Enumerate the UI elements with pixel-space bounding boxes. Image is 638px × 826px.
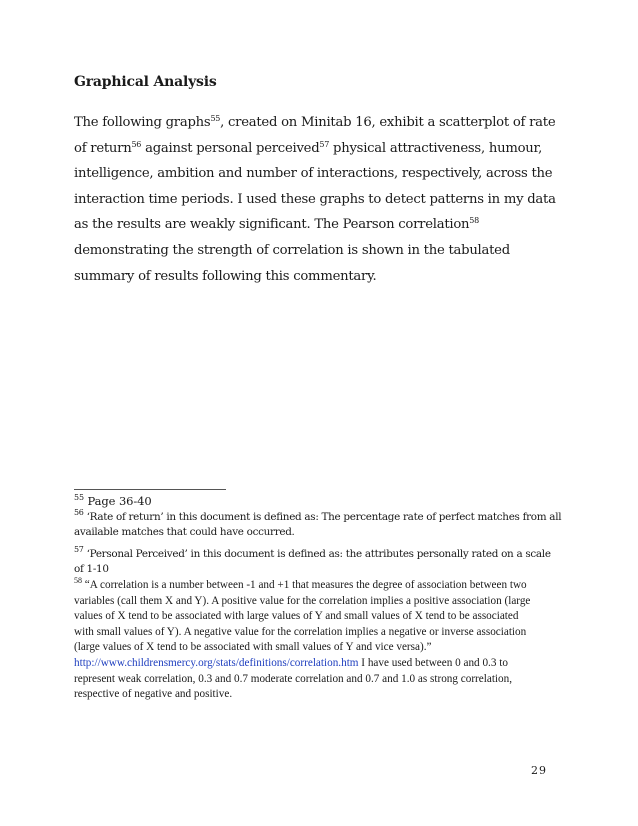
paragraph-line: as the results are weakly significant. The Pearson correlation$^{58}$ [74,216,479,233]
page-number: 29 [531,764,547,777]
footnote-number: 55 [74,493,84,502]
footnote-ref-57[interactable]: 57 [319,139,330,149]
footnote-ref-58[interactable]: 58 [469,216,479,226]
paragraph-line: intelligence, ambition and number of interactions, respectively, across the [74,166,553,182]
paragraph-line: demonstrating the strength of correlation is shown in the tabulated [74,242,510,258]
footnote-58: $^{58}$ “A correlation is a number between -1 and +1 that measures the degree of association between two variables (call them X and Y). A positive value for the correlation implies a positive association (large values of X tend to be associated with large values of Y and small values of X tend to be associated with small values of Y). A negative value for the correlation implies a negative or inverse association (large values of X tend to be associated with small values of Y and vice versa).” http://www.childrensmercy.org/stats/definitions/correlation.htm I have used between 0 and 0.3 to represent weak correlation, 0.3 and 0.7 moderate correlation and 0.7 and 1.0 as strong correlation, respective of negative and positive. [74,575,531,701]
footnote-ref-56[interactable]: 56 [131,139,142,149]
footnote-number: 57 [74,544,84,554]
footnote-ref-55[interactable]: 55 [210,114,221,123]
section-heading: Graphical Analysis [74,74,217,90]
footnotes-section [74,493,562,703]
footnote-separator [74,489,226,490]
paragraph-line: interaction time periods. I used these graphs to detect patterns in my data [74,191,556,207]
footnote-57: $^{57}$ ‘Personal Perceived’ in this document is defined as: the attributes personally rated on a scale of 1-10 [74,544,551,576]
footnote-56: $^{56}$ ‘Rate of return’ in this document is defined as: The percentage rate of perfect matches from all available matches that could have occurred. [74,507,562,539]
paragraph-line: of return$^{56}$ against personal perceived$^{57}$ physical attractiveness, humour, [74,139,543,156]
footnote-number: 56 [74,507,84,517]
correlation-source-link[interactable]: http://www.childrensmercy.org/stats/definitions/correlation.htm [74,656,359,669]
paragraph-line: The following graphs$^{55}$, created on Minitab 16, exhibit a scatterplot of rate [74,114,556,130]
body-paragraph [74,110,556,289]
paragraph-line: summary of results following this commentary. [74,268,377,284]
footnote-number: 58 [74,575,82,585]
footnote-55: $^{55}$ Page 36-40 [74,493,152,508]
